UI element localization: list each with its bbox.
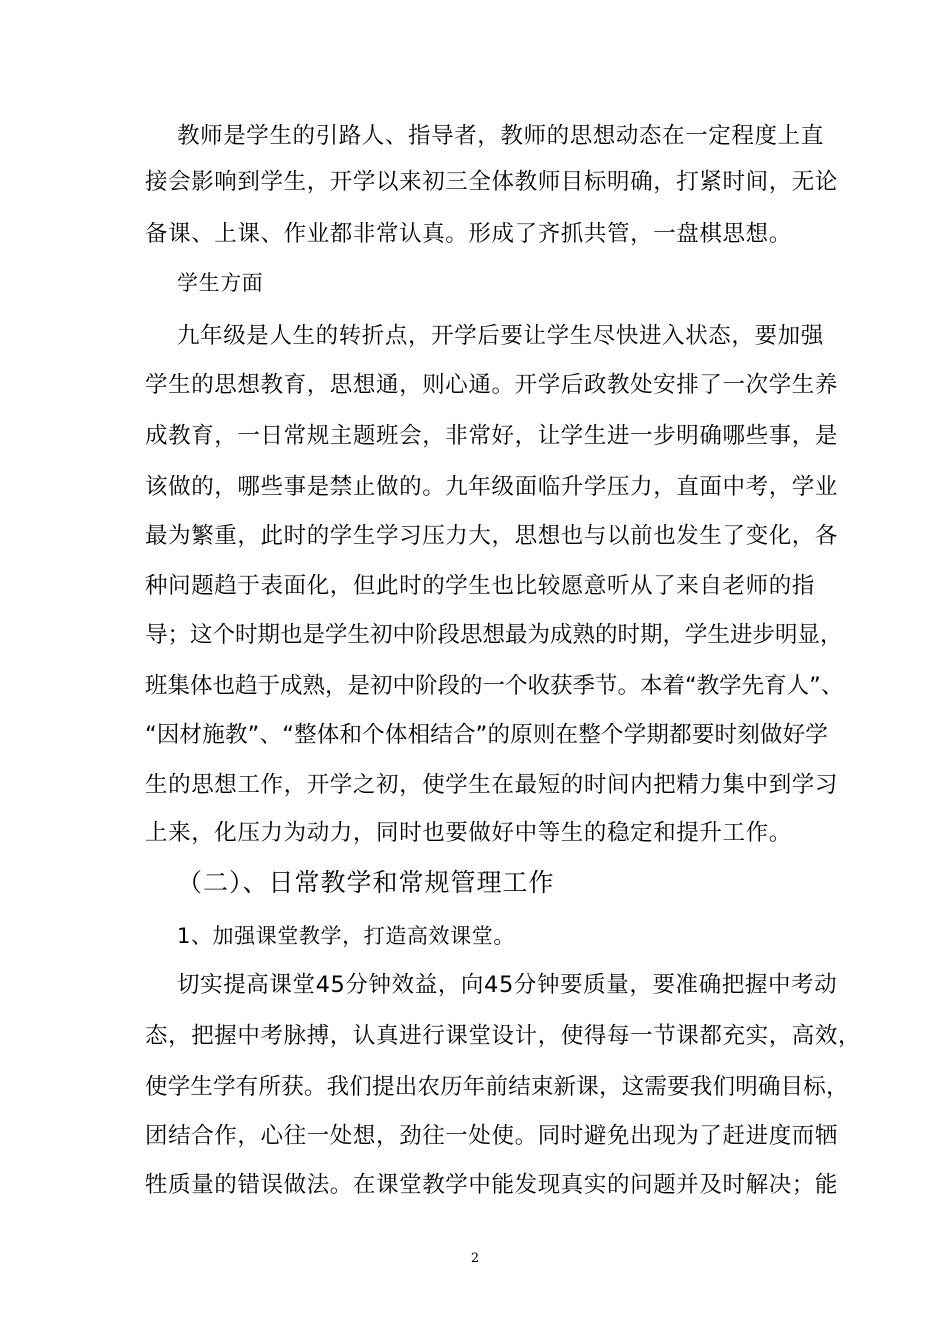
text-line: 切实提高课堂45分钟效益，向45分钟要质量，要准确把握中考动	[177, 972, 838, 998]
subsection-heading: 1、加强课堂教学，打造高效课堂。	[177, 924, 515, 948]
text-line: 成教育，一日常规主题班会，非常好，让学生进一步明确哪些事，是	[145, 423, 839, 449]
text-line: 导；这个时期也是学生初中阶段思想最为成熟的时期，学生进步明显，	[145, 622, 843, 648]
text-line: 接会影响到学生，开学以来初三全体教师目标明确，打紧时间，无论	[145, 169, 839, 195]
text-line: 最为繁重，此时的学生学习压力大，思想也与以前也发生了变化，各	[145, 523, 839, 549]
text-line: 牲质量的错误做法。在课堂教学中能发现真实的问题并及时解决；能	[145, 1172, 839, 1198]
text-line: 使学生学有所获。我们提出农历年前结束新课，这需要我们明确目标，	[145, 1074, 849, 1100]
text-line: “因材施教”、“整体和个体相结合”的原则在整个学期都要时刻做好学	[145, 722, 829, 748]
text-line: 团结合作，心往一处想，劲往一处使。同时避免出现为了赶进度而牺	[145, 1123, 839, 1149]
section-heading: （二）、日常教学和常规管理工作	[177, 868, 555, 897]
text-line: 备课、上课、作业都非常认真。形成了齐抓共管，一盘棋思想。	[145, 221, 792, 247]
text-line: 生的思想工作，开学之初，使学生在最短的时间内把精力集中到学习	[145, 772, 839, 798]
text-line: 该做的，哪些事是禁止做的。九年级面临升学压力，直面中考，学业	[145, 474, 839, 500]
text-line: 教师是学生的引路人、指导者，教师的思想动态在一定程度上直	[177, 123, 824, 149]
page-number: 2	[470, 1251, 480, 1266]
text-line: 种问题趋于表面化，但此时的学生也比较愿意听从了来自老师的指	[145, 573, 815, 599]
text-line: 上来，化压力为动力，同时也要做好中等生的稳定和提升工作。	[145, 820, 792, 846]
text-line: 班集体也趋于成熟，是初中阶段的一个收获季节。本着“教学先育人”、	[145, 673, 844, 699]
section-subheading: 学生方面	[177, 271, 264, 295]
text-line: 态，把握中考脉搏，认真进行课堂设计，使得每一节课都充实，高效，	[145, 1023, 862, 1049]
text-line: 学生的思想教育，思想通，则心通。开学后政教处安排了一次学生养	[145, 372, 839, 398]
text-line: 九年级是人生的转折点，开学后要让学生尽快进入状态，要加强	[177, 323, 824, 349]
